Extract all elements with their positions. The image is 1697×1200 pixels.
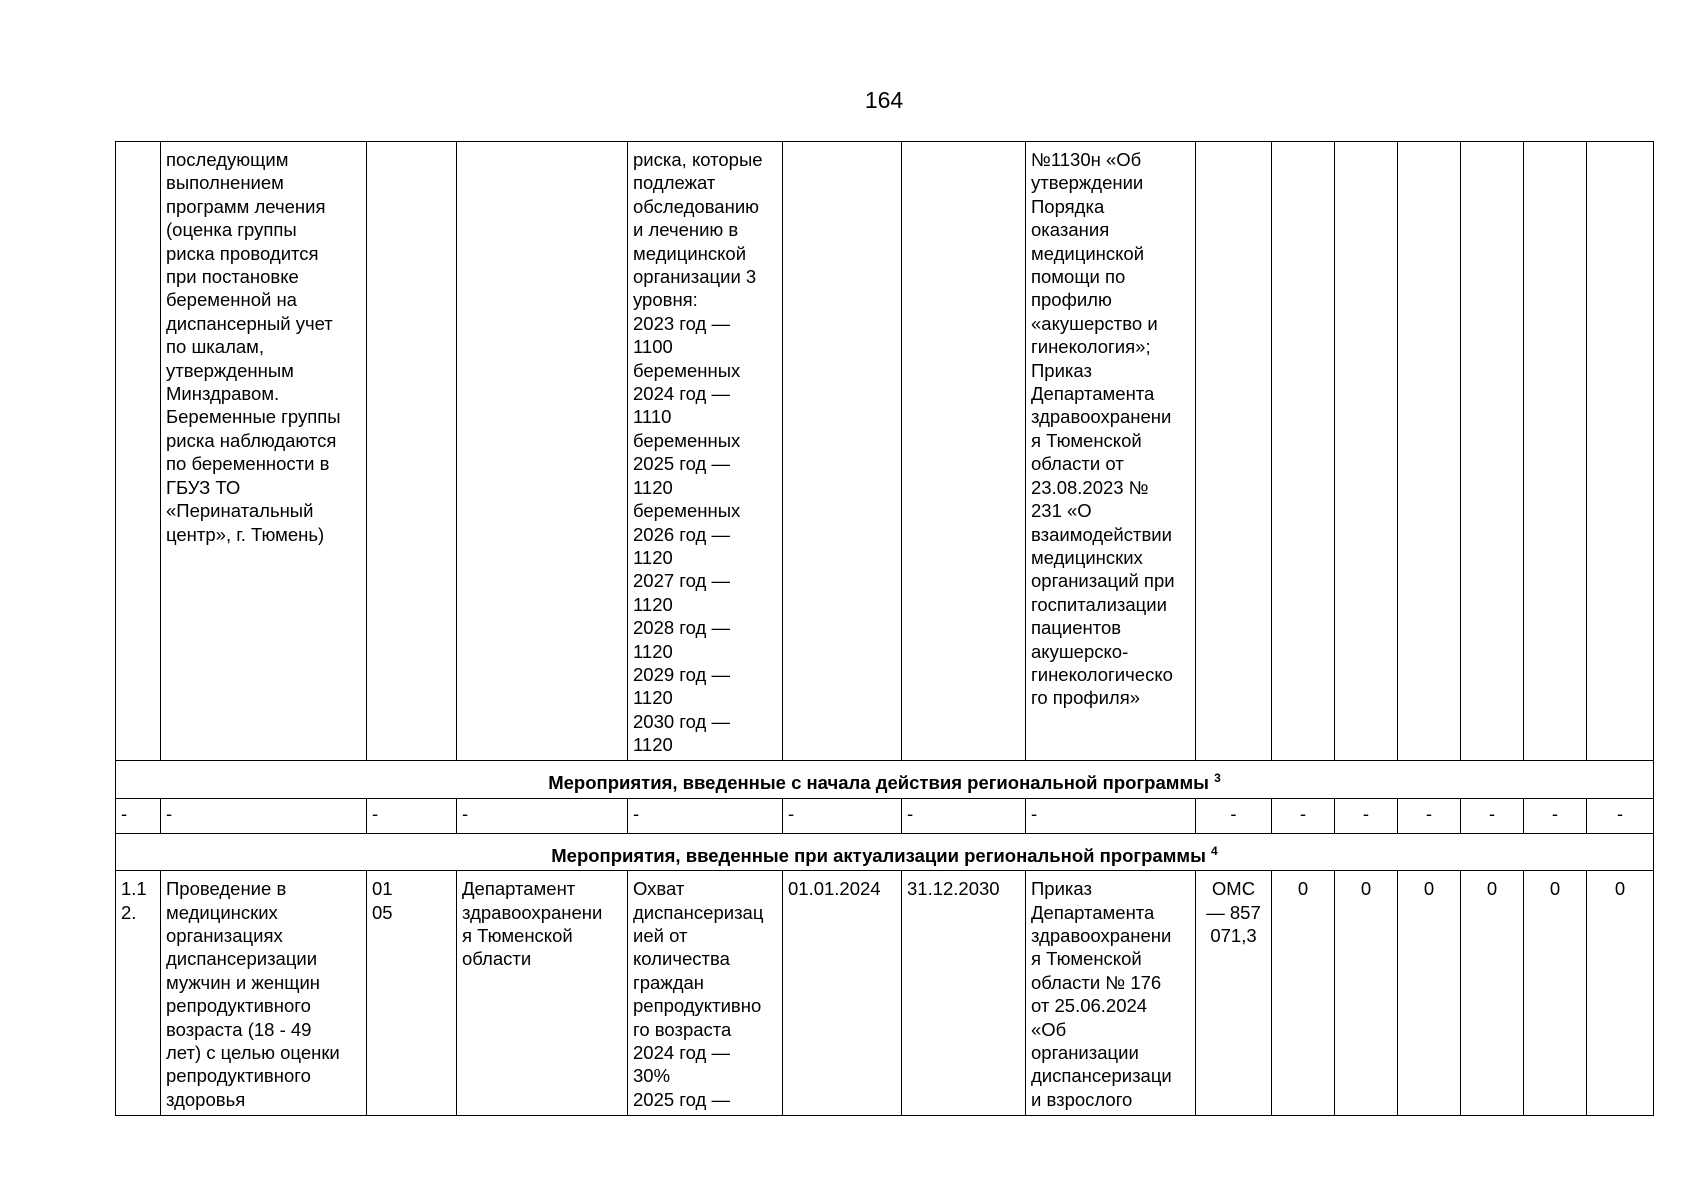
- table-row-1-12: [116, 871, 1654, 1116]
- cell-executor: Департамент здравоохранени я Тюменской области: [457, 871, 628, 1116]
- cell-code: [367, 142, 457, 761]
- section-title-text: Мероприятия, введенные с начала действия региональной программы: [548, 772, 1209, 794]
- cell-description: Проведение в медицинских организациях диспансеризации мужчин и женщин репродуктивного возраста (18 - 49 лет) с целью оценки репродуктивного здоровья: [161, 871, 367, 1116]
- section-heading-start: [116, 761, 1654, 799]
- footnote-marker: 3: [1214, 771, 1221, 785]
- footnote-marker: 4: [1211, 843, 1218, 858]
- cell-dash: -: [1398, 798, 1461, 833]
- cell-value: [1524, 142, 1587, 761]
- cell-start-date: [783, 142, 902, 761]
- section-title-text: Мероприятия, введенные при актуализации региональной программы: [551, 844, 1206, 866]
- cell-dash: -: [1272, 798, 1335, 833]
- cell-description: последующим выполнением программ лечения (оценка группы риска проводится при постановке беременной на диспансерный учет по шкалам, утвержденным Минздравом. Беременные группы риска наблюдаются по беременности в ГБУЗ ТО «Перинатальный центр», г. Тюмень): [161, 142, 367, 761]
- cell-dash: -: [1196, 798, 1272, 833]
- measures-table: [115, 141, 1654, 1116]
- cell-dash: -: [1335, 798, 1398, 833]
- cell-dash: -: [628, 798, 783, 833]
- page-number: 164: [864, 87, 904, 113]
- cell-value: [1335, 142, 1398, 761]
- cell-code: 01 05: [367, 871, 457, 1116]
- cell-value: 0: [1335, 871, 1398, 1116]
- cell-dash: -: [367, 798, 457, 833]
- section-title: [116, 833, 1654, 871]
- cell-dash: -: [1524, 798, 1587, 833]
- cell-end-date: [902, 142, 1026, 761]
- cell-funding: ОМС — 857 071,3: [1196, 871, 1272, 1116]
- cell-legal-basis: №1130н «Об утверждении Порядка оказания медицинской помощи по профилю «акушерство и гинекология»; Приказ Департамента здравоохранени я Тюменской области от 23.08.2023 № 231 «О взаимодействии медицинских организаций при госпитализации пациентов акушерско- гинекологическо го профиля»: [1026, 142, 1196, 761]
- cell-value: [1272, 142, 1335, 761]
- cell-dash: -: [902, 798, 1026, 833]
- table-row-continued: [116, 142, 1654, 761]
- cell-value: [1461, 142, 1524, 761]
- cell-dash: -: [1587, 798, 1654, 833]
- cell-dash: -: [1461, 798, 1524, 833]
- cell-value: 0: [1461, 871, 1524, 1116]
- cell-dash: -: [161, 798, 367, 833]
- cell-dash: -: [783, 798, 902, 833]
- cell-start-date: 01.01.2024: [783, 871, 902, 1116]
- cell-dash: -: [457, 798, 628, 833]
- cell-number: [116, 142, 161, 761]
- cell-executor: [457, 142, 628, 761]
- cell-end-date: 31.12.2030: [902, 871, 1026, 1116]
- section-title: [116, 761, 1654, 799]
- cell-number: 1.1 2.: [116, 871, 161, 1116]
- cell-value: [1398, 142, 1461, 761]
- cell-legal-basis: Приказ Департамента здравоохранени я Тюменской области № 176 от 25.06.2024 «Об организации диспансеризаци и взрослого: [1026, 871, 1196, 1116]
- cell-dash: -: [1026, 798, 1196, 833]
- cell-indicator: риска, которые подлежат обследованию и лечению в медицинской организации 3 уровня: 2023 год — 1100 беременных 2024 год — 1110 беременных 2025 год — 1120 беременных 2026 год — 1120 2027 год — 1120 2028 год — 1120 2029 год — 1120 2030 год — 1120: [628, 142, 783, 761]
- cell-indicator: Охват диспансеризац ией от количества граждан репродуктивно го возраста 2024 год — 30% 2025 год —: [628, 871, 783, 1116]
- cell-value: 0: [1524, 871, 1587, 1116]
- cell-dash: -: [116, 798, 161, 833]
- cell-value: [1587, 142, 1654, 761]
- cell-value: 0: [1398, 871, 1461, 1116]
- cell-funding: [1196, 142, 1272, 761]
- cell-value: 0: [1587, 871, 1654, 1116]
- section-heading-update: [116, 833, 1654, 871]
- table-row-empty: [116, 798, 1654, 833]
- cell-value: 0: [1272, 871, 1335, 1116]
